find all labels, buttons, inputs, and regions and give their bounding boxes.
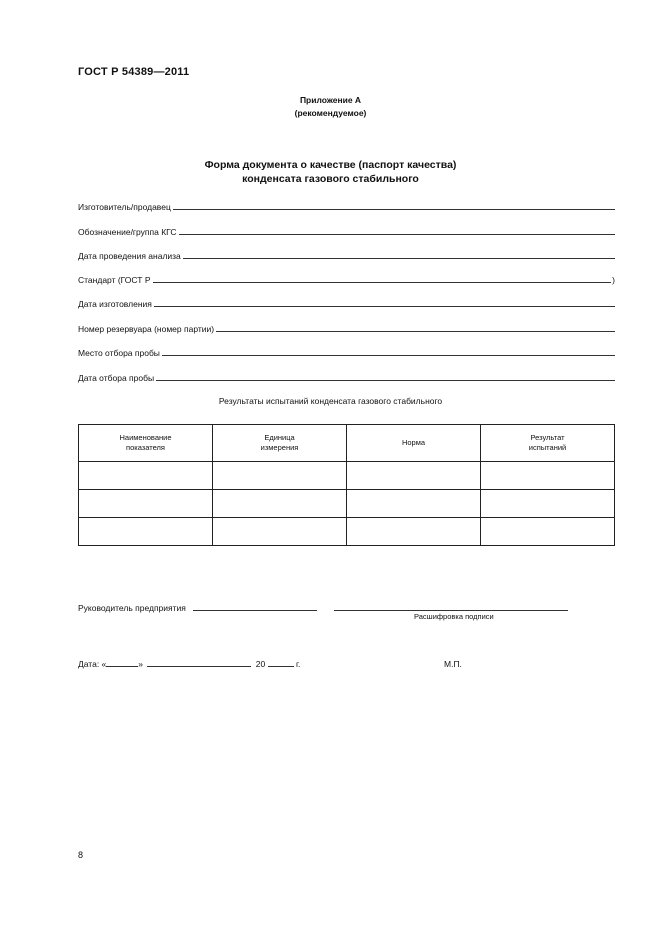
field-standard[interactable] [78,273,615,285]
fill-line [153,281,612,283]
month-line[interactable] [147,665,251,667]
table-cell[interactable] [79,462,213,490]
field-tank-number[interactable] [78,322,615,334]
document-header: ГОСТ Р 54389—2011 [78,66,190,78]
signature-decoding-line[interactable] [334,609,568,611]
table-cell[interactable] [213,490,347,518]
column-header-line1: Результат [530,433,565,442]
form-title-line1: Форма документа о качестве (паспорт качества) [204,159,457,171]
table-cell[interactable] [347,462,481,490]
field-label: Дата проведения анализа [78,251,181,261]
field-designation[interactable] [78,225,615,237]
column-header [347,425,481,462]
date-prefix: Дата: « [78,659,107,669]
field-label: Изготовитель/продавец [78,202,171,212]
table-cell[interactable] [347,490,481,518]
column-header [481,425,615,462]
field-label: Место отбора пробы [78,348,160,358]
stamp-label: М.П. [444,659,462,669]
field-label: Обозначение/группа КГС [78,227,177,237]
field-tail: ) [612,275,615,285]
column-header-line2: измерения [260,443,299,452]
table-cell[interactable] [481,490,615,518]
field-label: Стандарт (ГОСТ Р [78,275,151,285]
table-cell[interactable] [79,490,213,518]
year-suffix: г. [295,659,301,669]
field-production-date[interactable] [78,297,615,309]
table-row [79,518,615,546]
field-label: Дата отбора пробы [78,373,155,383]
field-sampling-date[interactable] [78,371,615,383]
table-cell[interactable] [213,518,347,546]
column-header-line1: Наименование [119,433,172,442]
day-line[interactable] [106,665,138,667]
field-label: Номер резервуара (номер партии) [78,324,215,334]
table-cell[interactable] [481,462,615,490]
table-row [79,462,615,490]
results-caption: Результаты испытаний конденсата газового стабильного [218,396,443,406]
fill-line [173,208,615,210]
column-header-line1: Единица [264,433,295,442]
field-analysis-date[interactable] [78,249,615,261]
appendix-title: Приложение А [299,95,362,105]
table-row [79,490,615,518]
date-quote-close: » [138,659,144,669]
signature-block [78,598,568,616]
table-cell[interactable] [79,518,213,546]
year-line[interactable] [268,665,294,667]
column-header [79,425,213,462]
fill-line [183,257,615,259]
fill-line [179,233,615,235]
fill-line [216,330,615,332]
table-header-row [79,425,615,462]
table-cell[interactable] [481,518,615,546]
decoding-label: Расшифровка подписи [414,612,494,621]
signature-label: Руководитель предприятия [78,603,186,613]
field-sampling-place[interactable] [78,346,615,358]
field-label: Дата изготовления [78,299,152,309]
fill-line [154,305,615,307]
date-line [78,659,300,669]
column-header-line2: показателя [126,443,165,452]
table-cell[interactable] [213,462,347,490]
table-cell[interactable] [347,518,481,546]
fill-line [156,379,615,381]
column-header [213,425,347,462]
column-header-line2: испытаний [528,443,567,452]
appendix-type: (рекомендуемое) [294,108,367,118]
year-prefix: 20 [255,659,266,669]
results-table [78,424,615,546]
column-header-line1: Норма [401,438,426,447]
field-manufacturer[interactable] [78,200,615,212]
form-title-line2: конденсата газового стабильного [242,173,419,185]
fill-line [162,354,615,356]
page-number: 8 [78,850,84,860]
signature-line[interactable] [193,609,317,611]
